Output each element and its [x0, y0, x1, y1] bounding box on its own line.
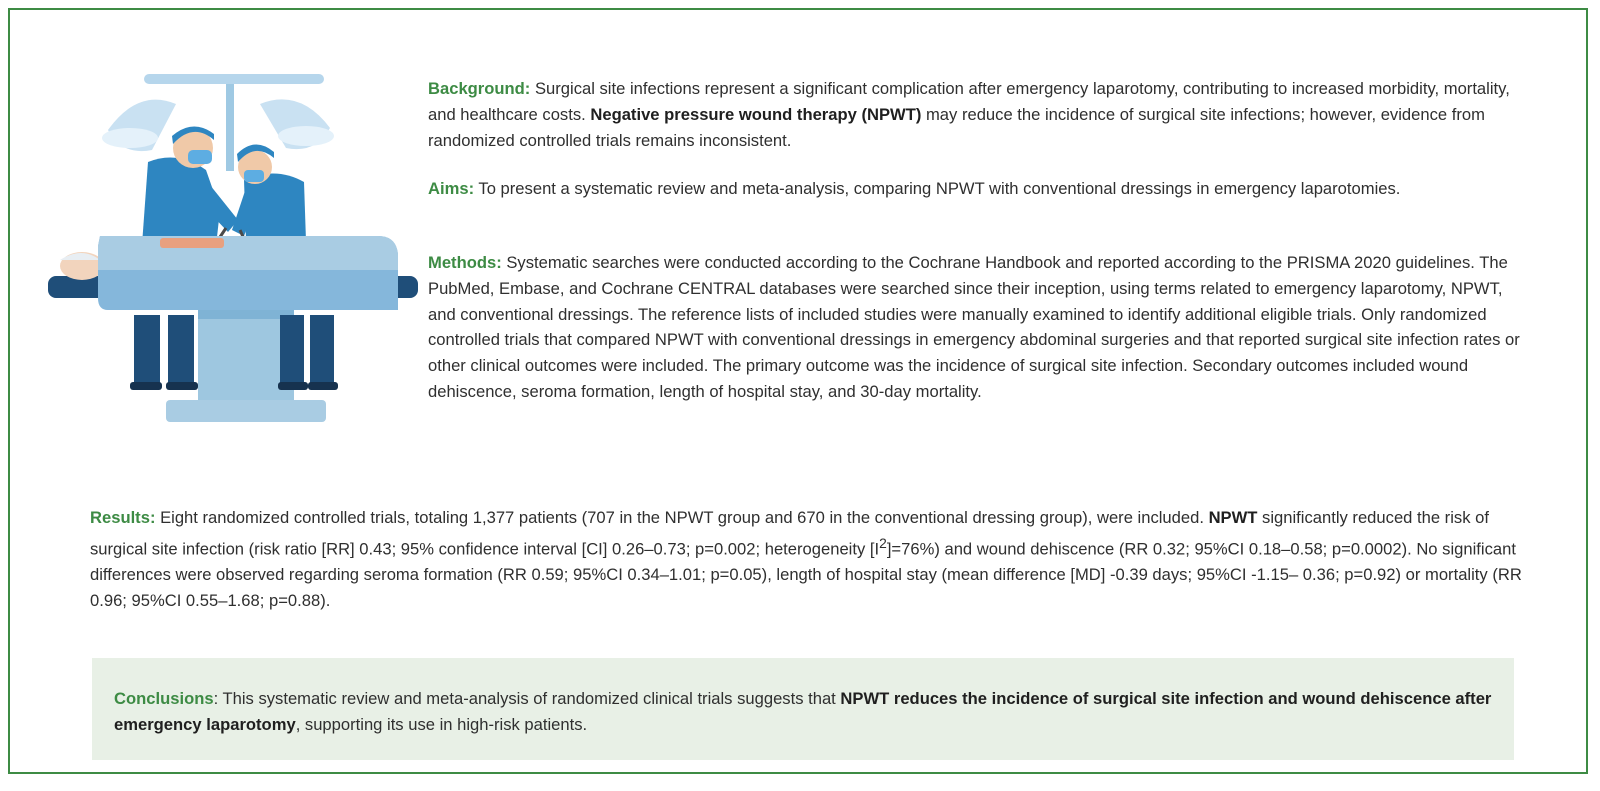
aims-paragraph	[428, 176, 1528, 202]
results-highlight: NPWT	[1208, 508, 1258, 527]
abstract-panel	[8, 8, 1588, 774]
background-text-continued: may reduce the incidence of surgical site infections; however, evidence from randomized controlled trials remains inconsistent.	[428, 104, 1485, 150]
background-paragraph	[428, 76, 1528, 153]
conclusions-label: Conclusions	[114, 689, 214, 708]
conclusions-text-end: , supporting its use in high-risk patients.	[295, 714, 588, 734]
aims-label: Aims:	[428, 179, 475, 198]
methods-text: Systematic searches were conducted according to the Cochrane Handbook and reported according to the PRISMA 2020 guidelines. The PubMed, Embase, and Cochrane CENTRAL databases were searched since their inception, using terms related to emergency laparotomy, NPWT, and conventional dressings. The reference lists of included studies were manually examined to identify additional eligible trials. Only randomized controlled trials that compared NPWT with conventional dressings in emergency abdominal surgeries and that reported surgical site infection rates or other clinical outcomes were included. The primary outcome was the incidence of surgical site infection. Secondary outcomes included wound dehiscence, seroma formation, length of hospital stay, and 30-day mortality.	[428, 253, 1520, 401]
background-label: Background:	[428, 79, 531, 98]
conclusions-paragraph	[114, 686, 1494, 738]
results-text-continued: significantly reduced the risk of surgical site infection (risk ratio [RR] 0.43; 95% confidence interval [CI] 0.26–0.73; p=0.002; heterogeneity [I	[90, 508, 1489, 559]
surgeons-operating-icon	[48, 70, 418, 432]
results-paragraph	[90, 505, 1550, 614]
conclusions-box	[92, 658, 1514, 760]
results-superscript: 2	[879, 534, 887, 551]
conclusions-highlight: NPWT reduces the incidence of surgical site infection and wound dehiscence after emergency laparotomy	[114, 689, 1492, 734]
background-highlight: Negative pressure wound therapy (NPWT)	[590, 104, 922, 124]
background-text: Surgical site infections represent a significant complication after emergency laparotomy, contributing to increased morbidity, mortality, and healthcare costs.	[428, 79, 1510, 124]
results-text-end: ]=76%) and wound dehiscence (RR 0.32; 95%CI 0.18–0.58; p=0.0002). No significant differences were observed regarding seroma formation (RR 0.59; 95%CI 0.34–1.01; p=0.05), length of hospital stay (mean difference [MD] -0.39 days; 95%CI -1.15– 0.36; p=0.92) or mortality (RR 0.96; 95%CI 0.55–1.68; p=0.88).	[90, 539, 1522, 610]
aims-text: To present a systematic review and meta-analysis, comparing NPWT with conventional dressings in emergency laparotomies.	[474, 179, 1401, 198]
methods-paragraph	[428, 250, 1528, 405]
conclusions-text: : This systematic review and meta-analysis of randomized clinical trials suggests that	[213, 689, 841, 708]
results-label: Results:	[90, 508, 156, 527]
results-text: Eight randomized controlled trials, totaling 1,377 patients (707 in the NPWT group and 670 in the conventional dressing group), were included.	[155, 508, 1209, 527]
methods-label: Methods:	[428, 253, 502, 272]
